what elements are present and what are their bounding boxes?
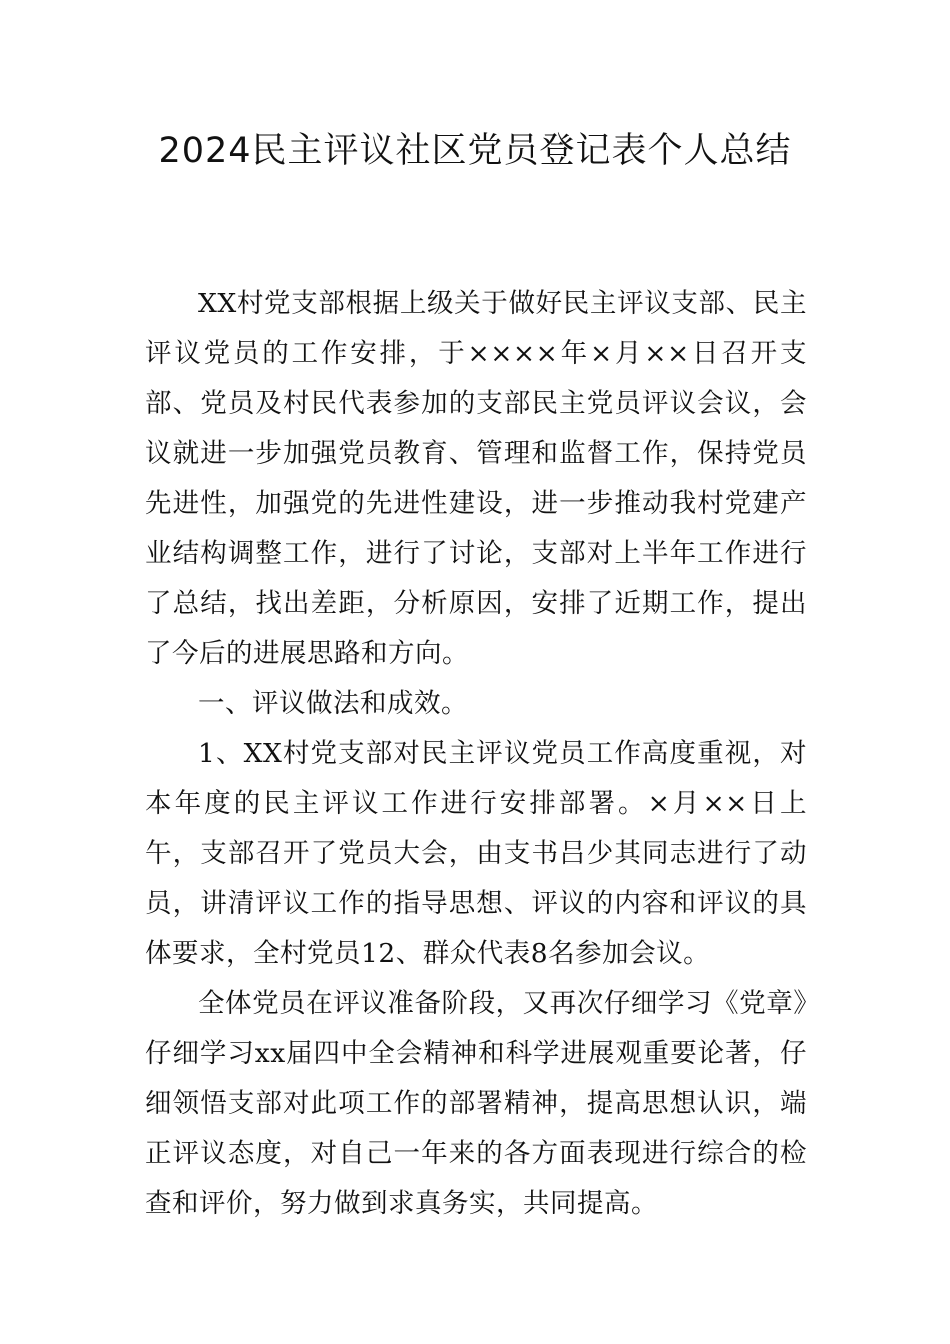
document-title: 2024民主评议社区党员登记表个人总结 [158,131,792,171]
document-body [145,279,807,1229]
paragraph-intro: XX村党支部根据上级关于做好民主评议支部、民主评议党员的工作安排，于××××年×月××日召开支部、党员及村民代表参加的支部民主党员评议会议，会议就进一步加强党员教育、管理和监督工作，保持党员先进性，加强党的先进性建设，进一步推动我村党建产业结构调整工作，进行了讨论，支部对上半年工作进行了总结，找出差距，分析原因，安排了近期工作，提出了今后的进展思路和方向。 [145,288,807,669]
paragraph-item-1: 1、XX村党支部对民主评议党员工作高度重视，对本年度的民主评议工作进行安排部署。×月××日上午，支部召开了党员大会，由支书吕少其同志进行了动员，讲清评议工作的指导思想、评议的内容和评议的具体要求，全村党员12、群众代表8名参加会议。 [145,738,807,969]
section-heading: 一、评议做法和成效。 [198,688,468,719]
paragraph-study: 全体党员在评议准备阶段，又再次仔细学习《党章》仔细学习xx届四中全会精神和科学进展观重要论著，仔细领悟支部对此项工作的部署精神，提高思想认识，端正评议态度，对自己一年来的各方面表现进行综合的检查和评价，努力做到求真务实，共同提高。 [145,988,807,1219]
